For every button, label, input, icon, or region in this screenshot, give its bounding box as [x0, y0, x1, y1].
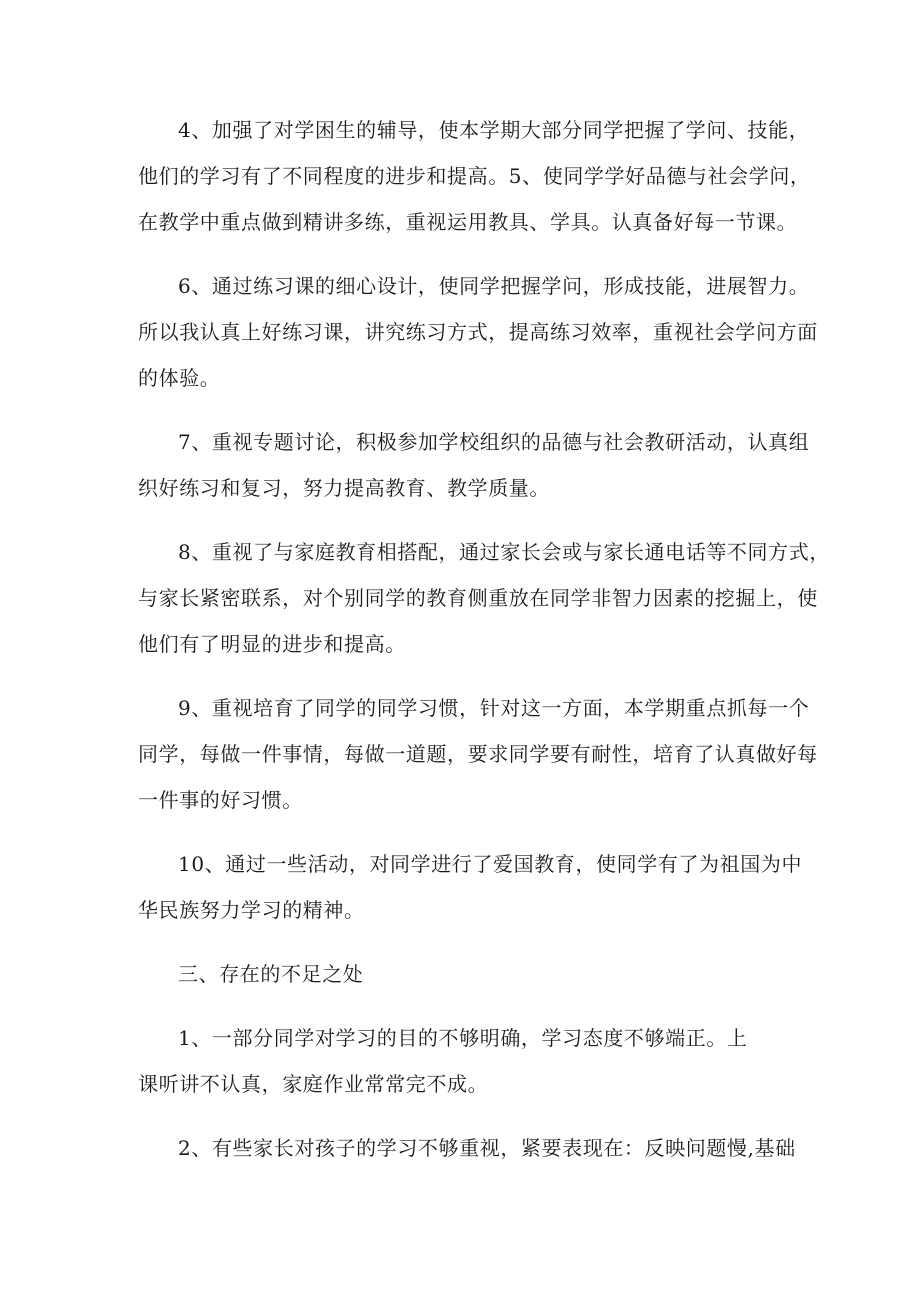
- paragraph-9-line-2: 同学，每做一件事情，每做一道题，要求同学要有耐性，培育了认真做好每: [138, 742, 818, 766]
- paragraph-10-line-2: 华民族努力学习的精神。: [138, 898, 365, 922]
- paragraph-10-line-1: 10、通过一些活动，对同学进行了爱国教育，使同学有了为祖国为中: [178, 852, 803, 876]
- paragraph-7-line-1: 7、重视专题讨论，积极参加学校组织的品德与社会教研活动，认真组: [178, 430, 810, 454]
- paragraph-4-line-1: 4、加强了对学困生的辅导，使本学期大部分同学把握了学问、技能，: [178, 118, 810, 142]
- paragraph-8-line-3: 他们有了明显的进步和提高。: [138, 632, 406, 656]
- paragraph-8-line-1: 8、重视了与家庭教育相搭配，通过家长会或与家长通电话等不同方式，: [178, 540, 830, 564]
- deficiency-2-line-1: 2、有些家长对孩子的学习不够重视，紧要表现在：反映问题慢,基础: [178, 1136, 796, 1160]
- deficiency-1-line-1: 1、一部分同学对学习的目的不够明确，学习态度不够端正。上: [178, 1026, 748, 1050]
- section-heading: 三、存在的不足之处: [178, 962, 364, 986]
- deficiency-1-line-2: 课听讲不认真，家庭作业常常完不成。: [138, 1072, 489, 1096]
- paragraph-8-line-2: 与家长紧密联系，对个别同学的教育侧重放在同学非智力因素的挖掘上，使: [138, 586, 818, 610]
- paragraph-4-line-3: 在教学中重点做到精讲多练，重视运用教具、学具。认真备好每一节课。: [138, 210, 798, 234]
- paragraph-9-line-3: 一件事的好习惯。: [138, 788, 303, 812]
- paragraph-6-line-1: 6、通过练习课的细心设计，使同学把握学问，形成技能，进展智力。: [178, 274, 810, 298]
- paragraph-6-line-3: 的体验。: [138, 366, 221, 390]
- paragraph-4-line-2: 他们的学习有了不同程度的进步和提高。5、使同学学好品德与社会学问，: [138, 164, 811, 188]
- paragraph-6-line-2: 所以我认真上好练习课，讲究练习方式，提高练习效率，重视社会学问方面: [138, 320, 818, 344]
- paragraph-7-line-2: 织好练习和复习，努力提高教育、教学质量。: [138, 476, 550, 500]
- paragraph-9-line-1: 9、重视培育了同学的同学习惯，针对这一方面，本学期重点抓每一个: [178, 696, 810, 720]
